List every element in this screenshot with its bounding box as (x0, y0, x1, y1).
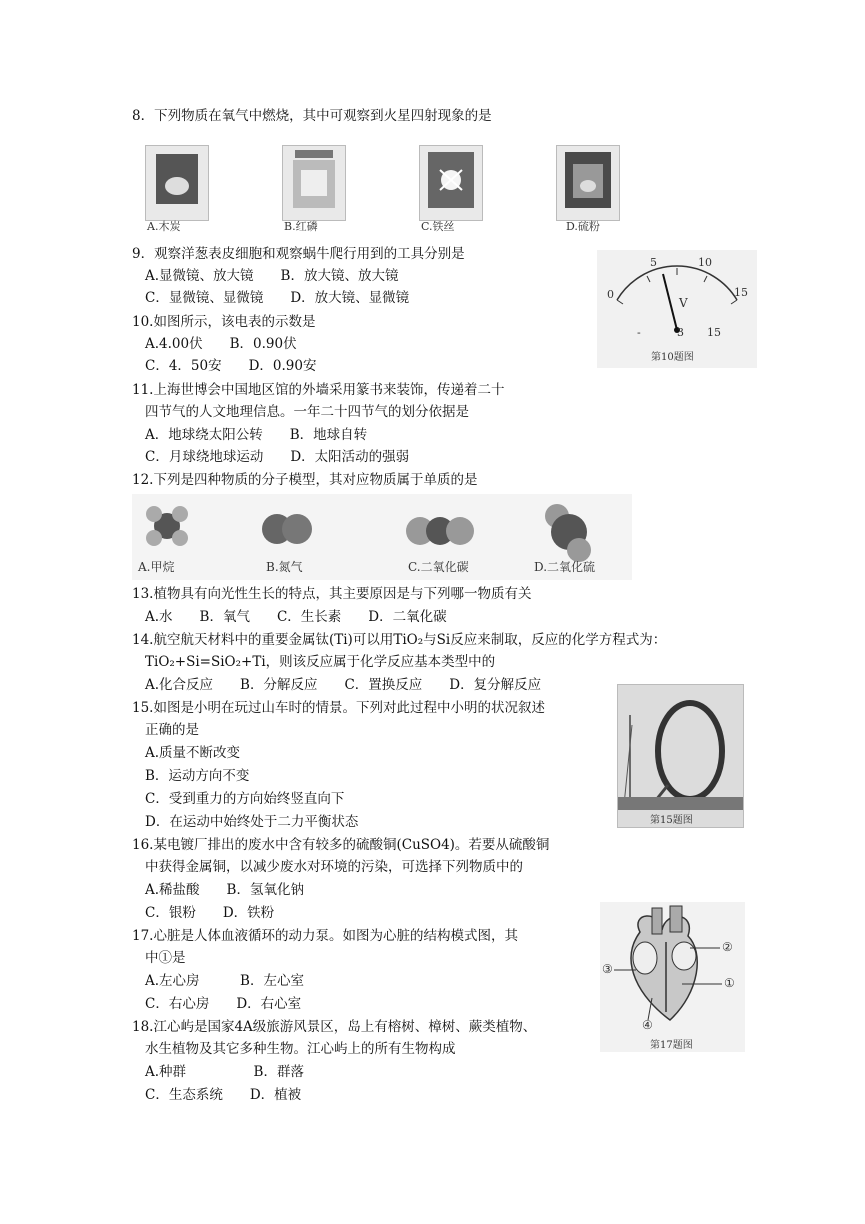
q14-options: A.化合反应 B．分解反应 C．置换反应 D．复分解反应 (145, 677, 542, 693)
q17-options-row2: C．右心房 D．右心室 (145, 996, 302, 1012)
q8-photo-charcoal (145, 145, 209, 221)
q12-stem: 12.下列是四种物质的分子模型，其对应物质属于单质的是 (132, 472, 478, 488)
q16-stem-line2: 中获得金属铜，以减少废水对环境的污染，可选择下列物质中的 (145, 859, 523, 875)
meter-tick-15: 15 (734, 286, 748, 299)
q16-stem-line1: 16.某电镀厂排出的废水中含有较多的硫酸铜(CuSO4)。若要从硫酸铜 (132, 837, 550, 853)
q10-options-row1: A.4.00伏 B．0.90伏 (145, 336, 297, 352)
q11-stem-line1: 11.上海世博会中国地区馆的外墙采用篆书来装饰，传递着二十 (132, 382, 505, 398)
q13-options: A.水 B．氧气 C．生长素 D．二氧化碳 (145, 609, 447, 625)
q9-options-row1: A.显微镜、放大镜 B．放大镜、放大镜 (145, 268, 399, 284)
q11-options-row1: A．地球绕太阳公转 B．地球自转 (145, 427, 368, 443)
q8-photo-red-phosphorus (282, 145, 346, 221)
q18-stem-line2: 水生植物及其它多种生物。江心屿上的所有生物构成 (145, 1041, 456, 1057)
callout-1: ① (724, 976, 735, 990)
roller-coaster-icon (618, 685, 743, 810)
q12-label-a: A.甲烷 (138, 560, 175, 574)
callout-2: ② (722, 940, 733, 954)
q8-label-d: D.硫粉 (566, 220, 600, 233)
q15-figure-caption: 第15题图 (650, 815, 693, 826)
meter-terminal-15: 15 (707, 326, 721, 339)
methane-model-icon (146, 506, 188, 546)
q18-options-row2: C．生态系统 D．植被 (145, 1087, 302, 1103)
meter-terminal-neg: - (637, 326, 641, 339)
q16-options-row1: A.稀盐酸 B．氢氧化钠 (145, 882, 304, 898)
q9-stem: 9．观察洋葱表皮细胞和观察蜗牛爬行用到的工具分别是 (132, 246, 465, 262)
q17-stem-line1: 17.心脏是人体血液循环的动力泵。如图为心脏的结构模式图，其 (132, 928, 518, 944)
q8-label-b: B.红磷 (284, 220, 318, 233)
heart-structure-icon (600, 902, 745, 1032)
q18-options-row1: A.种群 B．群落 (145, 1064, 304, 1080)
q8-stem: 8．下列物质在氧气中燃烧，其中可观察到火星四射现象的是 (132, 108, 492, 124)
q12-label-d: D.二氧化硫 (534, 560, 596, 574)
q9-options-row2: C．显微镜、显微镜 D．放大镜、显微镜 (145, 290, 410, 306)
q15-stem-line1: 15.如图是小明在玩过山车时的情景。下列对此过程中小明的状况叙述 (132, 700, 545, 716)
meter-terminal-3: 3 (677, 326, 684, 339)
q15-option-b: B．运动方向不变 (145, 768, 250, 784)
q17-heart-diagram (600, 902, 745, 1052)
q8-photo-iron-wire (419, 145, 483, 221)
callout-3: ③ (602, 962, 613, 976)
q15-option-a: A.质量不断改变 (145, 745, 241, 761)
q18-stem-line1: 18.江心屿是国家4A级旅游风景区，岛上有榕树、樟树、蕨类植物、 (132, 1019, 537, 1035)
q12-molecule-models (132, 494, 632, 580)
sulfur-dioxide-model-icon (545, 504, 591, 562)
q17-figure-caption: 第17题图 (650, 1040, 693, 1051)
q15-option-d: D．在运动中始终处于二力平衡状态 (145, 814, 359, 830)
q10-voltmeter-figure (597, 250, 757, 368)
q8-label-c: C.铁丝 (421, 220, 455, 233)
q8-label-a: A.木炭 (147, 220, 181, 233)
q14-stem-line2: TiO₂+Si=SiO₂+Ti，则该反应属于化学反应基本类型中的 (145, 654, 496, 670)
q8-photo-sulfur (556, 145, 620, 221)
q17-stem-line2: 中①是 (145, 950, 186, 966)
q15-option-c: C．受到重力的方向始终竖直向下 (145, 791, 345, 807)
q15-stem-line2: 正确的是 (145, 722, 199, 738)
callout-4: ④ (642, 1018, 653, 1032)
meter-unit-label: V (679, 296, 688, 310)
q11-options-row2: C．月球绕地球运动 D．太阳活动的强弱 (145, 449, 410, 465)
q14-stem-line1: 14.航空航天材料中的重要金属钛(Ti)可以用TiO₂与Si反应来制取，反应的化学方程式为： (132, 632, 667, 648)
q16-options-row2: C．银粉 D．铁粉 (145, 905, 275, 921)
carbon-dioxide-model-icon (406, 517, 474, 545)
q10-options-row2: C．4．50安 D．0.90安 (145, 358, 317, 374)
q12-label-b: B.氮气 (266, 560, 303, 574)
meter-tick-0: 0 (607, 288, 614, 301)
q17-options-row1: A.左心房 B．左心室 (145, 973, 304, 989)
q10-figure-caption: 第10题图 (651, 352, 694, 363)
meter-tick-10: 10 (698, 256, 712, 269)
q12-label-c: C.二氧化碳 (408, 560, 469, 574)
q11-stem-line2: 四节气的人文地理信息。一年二十四节气的划分依据是 (145, 404, 469, 420)
meter-tick-5: 5 (650, 256, 657, 269)
q13-stem: 13.植物具有向光性生长的特点，其主要原因是与下列哪一物质有关 (132, 586, 532, 602)
q15-roller-coaster-photo (617, 684, 744, 828)
q10-stem: 10.如图所示，该电表的示数是 (132, 314, 316, 330)
nitrogen-model-icon (262, 514, 312, 544)
